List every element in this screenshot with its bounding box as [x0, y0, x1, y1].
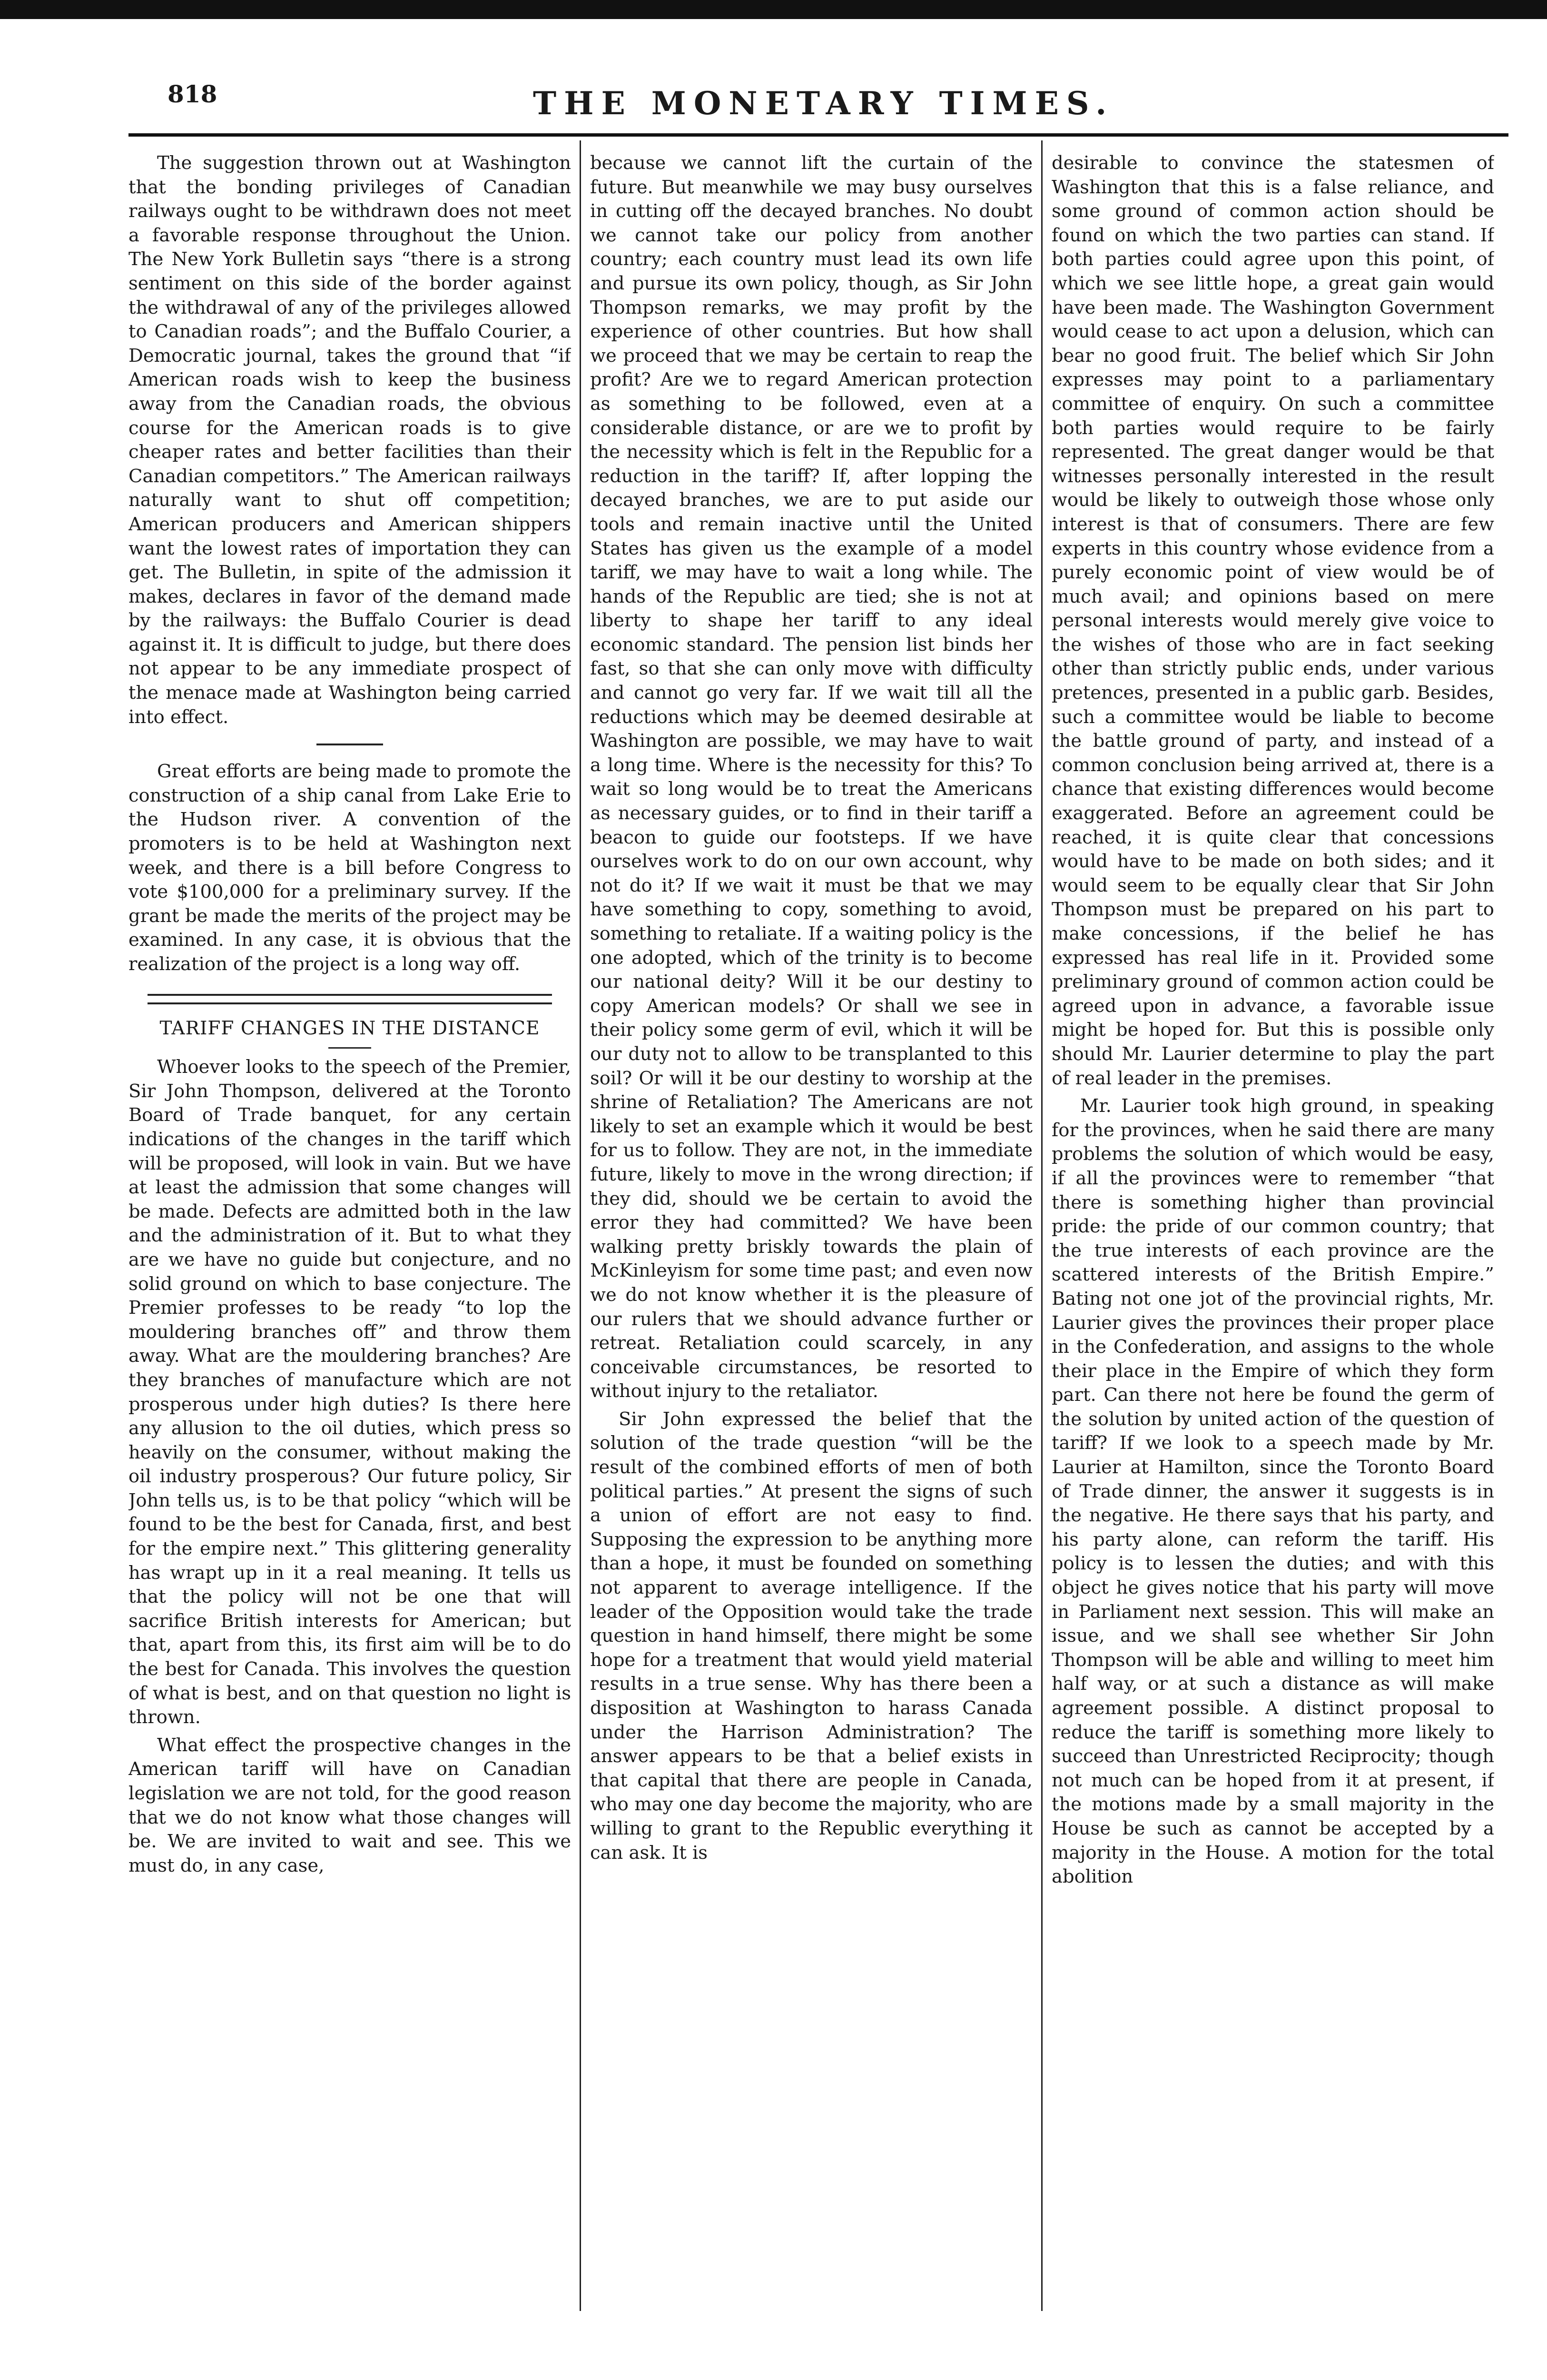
page-number: 818	[168, 80, 217, 108]
column-1	[128, 151, 571, 2312]
header-rule	[128, 133, 1508, 137]
column-rule-2	[1041, 140, 1043, 2311]
article-ship-canal: Great efforts are being made to promote the construction of a ship canal from Lake Erie to the Hudson river. A convention of the promoters is to be held at Washington next week, and there is a bill before Congress to vote $100,000 for a preliminary survey. If the grant be made the merits of the project may be examined. In any case, it is obvious that the realization of the project is a long way off.	[128, 761, 571, 975]
section-separator	[316, 744, 383, 745]
article-divider	[148, 994, 552, 1004]
article-heading: TARIFF CHANGES IN THE DISTANCE	[159, 1017, 540, 1039]
tariff-paragraph-6: Mr. Laurier took high ground, in speaking for the provinces, when he said there are many problems the solution of which would be easy, if all the provinces were to remember “that there is something higher than provincial pride: the pride of our common country; that the true interests of each province are the scattered interests of the British Empire.” Bating not one jot of the provincial rights, Mr. Laurier gives the provinces their proper place in the Confederation, and assigns to the whole their place in the Empire of which they form part. Can there not here be found the germ of the solution by united action of the question of tariff? If we look to a speech made by Mr. Laurier at Hamilton, since the Toronto Board of Trade dinner, the answer it suggests is in the negative. He there says that his party, and his party alone, can reform the tariff. His policy is to lessen the duties; and with this object he gives notice that his party will move in Parliament next session. This will make an issue, and we shall see whether Sir John Thompson will be able and willing to meet him half way, or at such a distance as will make agreement possible. A distinct proposal to reduce the tariff is something more likely to succeed than Unrestricted Reciprocity; though not much can be hoped from it at present, if the motions made by a small majority in the House be such as cannot be accepted by a majority in the House. A motion for the total abolition	[1052, 1095, 1494, 1888]
tariff-paragraph-3: because we cannot lift the curtain of the future. But meanwhile we may busy ourselves in cutting off the decayed branches. No doubt we cannot take our policy from another country; each country must lead its own life and pursue its own policy, though, as Sir John Thompson remarks, we may profit by the experience of other countries. But how shall we proceed that we may be certain to reap the profit? Are we to regard American protection as something to be followed, even at a considerable distance, or are we to profit by the necessity which is felt in the Republic for a reduction in the tariff? If, after lopping the decayed branches, we are to put aside our tools and remain inactive until the United States has given us the example of a model tariff, we may have to wait a long while. The hands of the Republic are tied; she is not at liberty to shape her tariff to any ideal economic standard. The pension list binds her fast, so that she can only move with difficulty and cannot go very far. If we wait till all the reductions which may be deemed desirable at Washington are possible, we may have to wait a long time. Where is the necessity for this? To wait so long would be to treat the Americans as necessary guides, or to find in their tariff a beacon to guide our footsteps. If we have ourselves work to do on our own account, why not do it? If we wait it must be that we may have something to copy, something to avoid, something to retaliate. If a waiting policy is the one adopted, which of the trinity is to become our national deity? Will it be our destiny to copy American models? Or shall we see in their policy some germ of evil, which it will be our duty not to allow to be transplanted to this soil? Or will it be our destiny to worship at the shrine of Retaliation? The Americans are not likely to set an example which it would be best for us to follow. They are not, in the immediate future, likely to move in the wrong direction; if they did, should we be certain to avoid the error they had committed? We have been walking pretty briskly towards the plain of McKinleyism for some time past; and even now we do not know whether it is the pleasure of our rulers that we should advance further or retreat. Retaliation could scarcely, in any conceivable circumstances, be resorted to without injury to the retaliator.	[590, 152, 1033, 1402]
column-3	[1052, 151, 1494, 2312]
page-top-border	[0, 0, 1547, 19]
tariff-paragraph-1: Whoever looks to the speech of the Premier, Sir John Thompson, delivered at the Toronto Board of Trade banquet, for any certain indications of the changes in the tariff which will be proposed, will look in vain. But we have at least the admission that some changes will be made. Defects are admitted both in the law and the administration of it. But to what they are we have no guide but conjecture, and no solid ground on which to base conjecture. The Premier professes to be ready “to lop the mouldering branches off” and throw them away. What are the mouldering branches? Are they branches of manufacture which are not prosperous under high duties? Is there here any allusion to the oil duties, which press so heavily on the consumer, without making the oil industry prosperous? Our future policy, Sir John tells us, is to be that policy “which will be found to be the best for Canada, first, and best for the empire next.” This glittering generality has wrapt up in it a real meaning. It tells us that the policy will not be one that will sacrifice British interests for American; but that, apart from this, its first aim will be to do the best for Canada. This involves the question of what is best, and on that question no light is thrown.	[128, 1056, 571, 1728]
tariff-paragraph-5: desirable to convince the statesmen of Washington that this is a false reliance, and some ground of common action should be found on which the two parties can stand. If both parties could agree upon this point, of which we see little hope, a great gain would have been made. The Washington Government would cease to act upon a delusion, which can bear no good fruit. The belief which Sir John expresses may point to a parliamentary committee of enquiry. On such a committee both parties would require to be fairly represented. The great danger would be that witnesses personally interested in the result would be likely to outweigh those whose only interest is that of consumers. There are few experts in this country whose evidence from a purely economic point of view would be of much avail; and opinions based on mere personal interests would merely give voice to the wishes of those who are in fact seeking other than strictly public ends, under various pretences, presented in a public garb. Besides, such a committee would be liable to become the battle ground of party, and instead of a common conclusion being arrived at, there is a chance that existing differences would become exaggerated. Before an agreement could be reached, it is quite clear that concessions would have to be made on both sides; and it would seem to be equally clear that Sir John Thompson must be prepared on his part to make concessions, if the belief he has expressed has real life in it. Provided some preliminary ground of common action could be agreed upon in advance, a favorable issue might be hoped for. But this is possible only should Mr. Laurier determine to play the part of real leader in the premises.	[1052, 152, 1494, 1089]
heading-rule	[328, 1047, 371, 1049]
column-2	[590, 151, 1033, 2312]
masthead-title: THE MONETARY TIMES.	[533, 85, 1114, 122]
column-rule-1	[580, 140, 581, 2311]
tariff-paragraph-4: Sir John expressed the belief that the solution of the trade question “will be the result of the combined efforts of men of both political parties.” At present the signs of such a union of effort are not easy to find. Supposing the expression to be anything more than a hope, it must be founded on something not apparent to average intelligence. If the leader of the Opposition would take the trade question in hand himself, there might be some hope for a treatment that would yield material results in a true sense. Why has there been a disposition at Washington to harass Canada under the Harrison Administration? The answer appears to be that a belief exists in that capital that there are people in Canada, who may one day become the majority, who are willing to grant to the Republic everything it can ask. It is	[590, 1408, 1033, 1864]
tariff-paragraph-2: What effect the prospective changes in the American tariff will have on Canadian legislation we are not told, for the good reason that we do not know what those changes will be. We are invited to wait and see. This we must do, in any case,	[128, 1734, 571, 1876]
article-bonding-privileges: The suggestion thrown out at Washington that the bonding privileges of Canadian railways ought to be withdrawn does not meet a favorable response throughout the Union. The New York Bulletin says “there is a strong sentiment on this side of the border against the withdrawal of any of the privileges allowed to Canadian roads”; and the Buffalo Courier, a Democratic journal, takes the ground that “if American roads wish to keep the business away from the Canadian roads, the obvious course for the American roads is to give cheaper rates and better facilities than their Canadian competitors.” The American railways naturally want to shut off competition; American producers and American shippers want the lowest rates of importation they can get. The Bulletin, in spite of the admission it makes, declares in favor of the demand made by the railways: the Buffalo Courier is dead against it. It is difficult to judge, but there does not appear to be any immediate prospect of the menace made at Washington being carried into effect.	[128, 152, 571, 728]
